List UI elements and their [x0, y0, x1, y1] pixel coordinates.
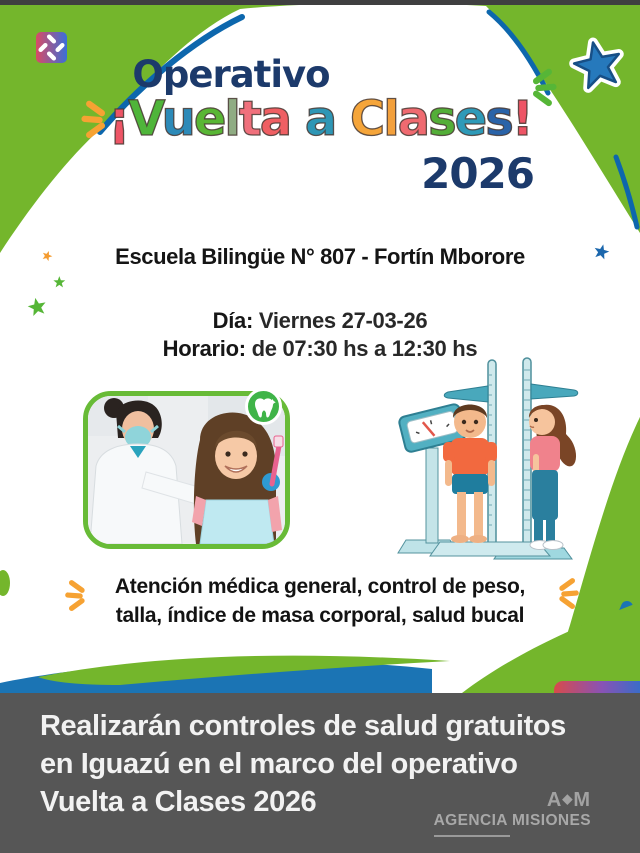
- year: 2026: [421, 149, 534, 198]
- diamond-icon: ◆: [562, 791, 574, 806]
- school-name: Escuela Bilingüe N° 807 - Fortín Mborore: [115, 244, 525, 269]
- star-icon: [571, 38, 625, 90]
- services-line-1: Atención médica general, control de peso,: [114, 575, 526, 598]
- agency-underline: [434, 835, 510, 837]
- agency-mark: [547, 789, 591, 810]
- day-value: Viernes 27-03-26: [253, 308, 428, 333]
- news-bar: [0, 693, 640, 853]
- tooth-icon: [245, 388, 282, 425]
- title-vuelta: ¡Vuelta a Clases!: [108, 91, 532, 147]
- headline-line-1: Realizarán controles de salud gratuitos: [40, 710, 566, 742]
- tooth-glyph: [252, 395, 276, 419]
- services-line-2: talla, índice de masa corporal, salud bucal: [115, 604, 525, 627]
- time-label: Horario:: [162, 336, 246, 361]
- agency-branding: [434, 789, 591, 837]
- agency-name: AGENCIA MISIONES: [433, 812, 591, 829]
- day-label: Día:: [212, 308, 254, 333]
- pinwheel-logo: [36, 32, 67, 63]
- agency-mark-m: M: [573, 789, 591, 811]
- headline-line-3: Vuelta a Clases 2026: [40, 786, 317, 818]
- headline-line-2: en Iguazú en el marco del operativo: [40, 748, 518, 780]
- services-text: [0, 572, 640, 630]
- kicker-operativo: Operativo: [132, 53, 330, 96]
- star-icon: [53, 276, 65, 287]
- measuring-illustration: [388, 350, 608, 562]
- time-value: de 07:30 hs a 12:30 hs: [245, 336, 478, 361]
- agency-mark-a: A: [546, 789, 563, 811]
- schedule-day: [0, 308, 640, 334]
- poster: [0, 5, 640, 693]
